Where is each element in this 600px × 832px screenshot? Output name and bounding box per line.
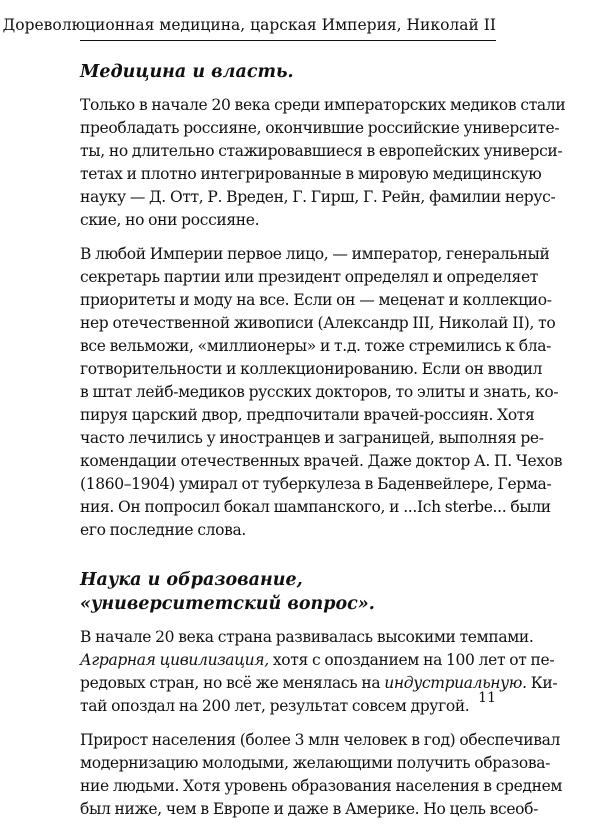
- text-line: часто лечились у иностранцев и заграницей, выполняя ре-: [80, 429, 544, 447]
- text-line: [80, 649, 555, 672]
- text-line: нер отечественной живописи (Александр III, Николай II), то: [80, 314, 556, 332]
- text-line: ния. Он попросил бокал шампанского, и ...Ich sterbe... были: [80, 498, 551, 516]
- running-header: [2, 14, 496, 41]
- text-line: приоритеты и моду на все. Если он — меценат и коллекцио-: [80, 291, 552, 309]
- text-line: комендации отечественных врачей. Даже доктор А. П. Чехов: [80, 452, 563, 470]
- text-run: Ки-: [526, 674, 558, 692]
- text-line: пируя царский двор, предпочитали врачей-россиян. Хотя: [80, 406, 535, 424]
- text-line: ты, но длительно стажировавшиеся в европейских универси-: [80, 142, 563, 160]
- text-line: в штат лейб-медиков русских докторов, то элиты и знать, ко-: [80, 383, 559, 401]
- text-line: тай опоздал на 200 лет, результат совсем другой.: [80, 697, 470, 715]
- paragraph: [80, 729, 563, 821]
- paragraph: [80, 94, 566, 232]
- text-line: все вельможи, «миллионеры» и т.д. тоже стремились к бла-: [80, 337, 551, 355]
- text-run: хотя с опозданием на 100 лет от пе-: [268, 651, 555, 669]
- text-line: секретарь партии или президент определял и определяет: [80, 268, 539, 286]
- text-line: Прирост населения (более 3 млн человек в год) обеспечивал: [80, 731, 560, 749]
- section-heading-medicine-and-power: Медицина и власть.: [80, 62, 294, 82]
- page-content: [80, 50, 566, 832]
- running-header-title: Дореволюционная медицина, царская Империя, Николай II: [2, 16, 496, 34]
- text-line: был ниже, чем в Европе и даже в Америке. Но цель всеоб-: [80, 800, 539, 818]
- text-line: готворительности и коллекционированию. Если он вводил: [80, 360, 543, 378]
- section-heading-line: Наука и образование,: [80, 570, 303, 590]
- text-line: (1860–1904) умирал от туберкулеза в Баденвейлере, Герма-: [80, 475, 552, 493]
- text-line: ские, но они россияне.: [80, 211, 260, 229]
- text-line: науку — Д. Отт, Р. Вреден, Г. Гирш, Г. Рейн, фамилии нерус-: [80, 188, 556, 206]
- section-heading-line: «университетский вопрос».: [80, 594, 375, 614]
- paragraph: [80, 243, 563, 542]
- text-line: модернизацию молодыми, желающими получить образова-: [80, 754, 550, 772]
- text-line: его последние слова.: [80, 521, 246, 539]
- text-run: редовых стран, но всё же менялась на: [80, 674, 385, 692]
- paragraph: [80, 626, 558, 718]
- page-number: 11: [478, 690, 496, 706]
- text-line: [80, 672, 558, 695]
- text-line: Только в начале 20 века среди императорских медиков стали: [80, 96, 566, 114]
- text-line: В начале 20 века страна развивалась высокими темпами.: [80, 628, 534, 646]
- text-line: тетах и плотно интегрированные в мировую медицинскую: [80, 165, 542, 183]
- emphasis: Аграрная цивилизация,: [80, 651, 269, 669]
- emphasis: индустриальную.: [384, 674, 527, 692]
- text-line: преобладать россияне, окончившие российские университе-: [80, 119, 560, 137]
- section-heading-science-and-education: [80, 568, 496, 616]
- text-line: В любой Империи первое лицо, — император, генеральный: [80, 245, 550, 263]
- text-line: ние людьми. Хотя уровень образования населения в среднем: [80, 777, 563, 795]
